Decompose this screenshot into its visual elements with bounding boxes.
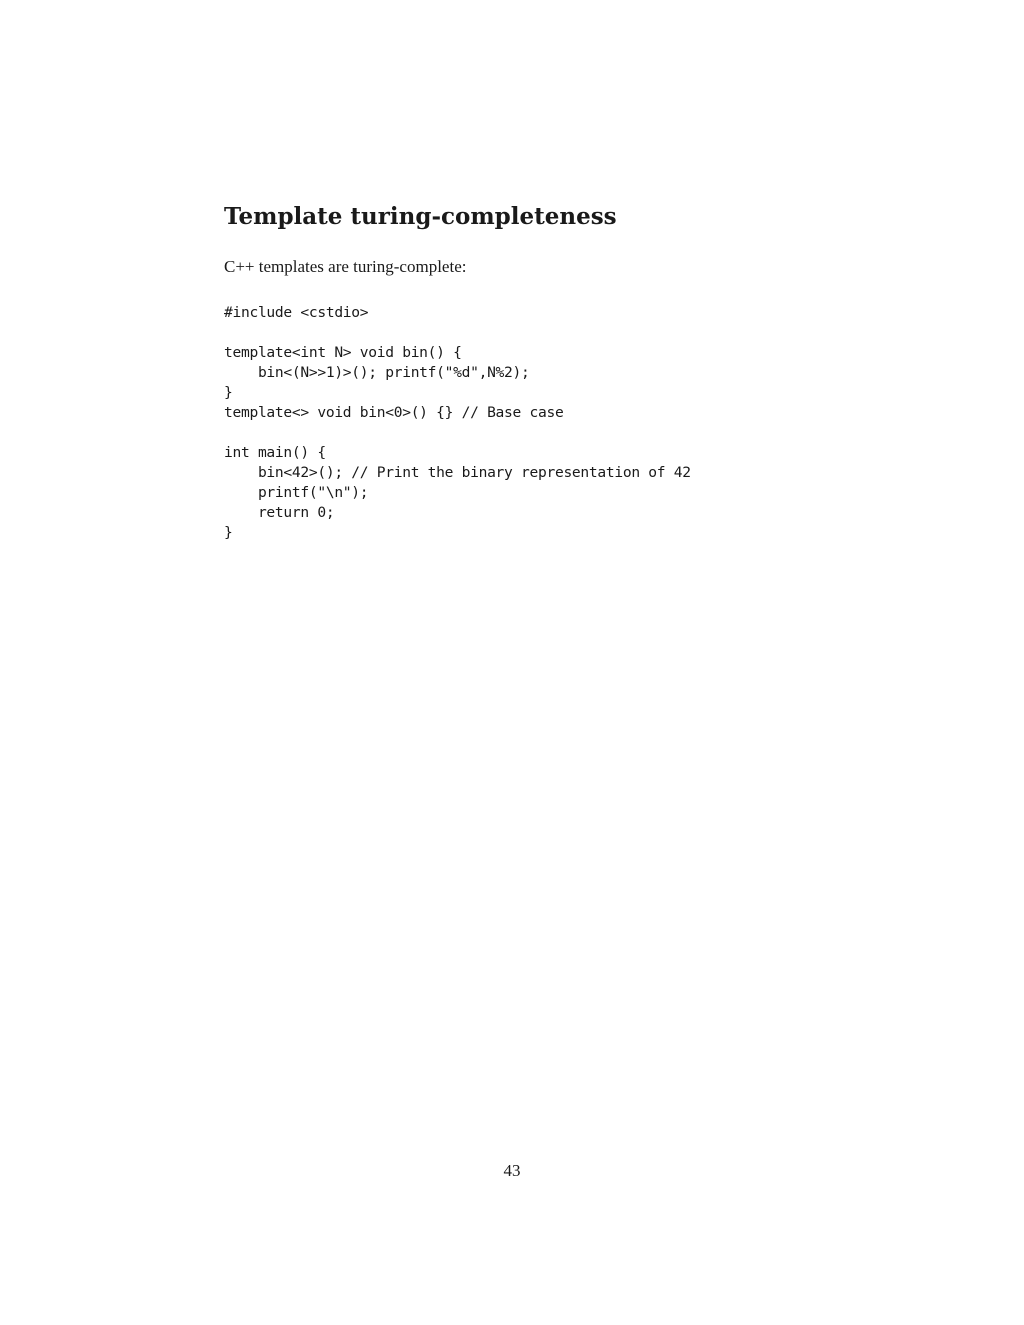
section-title: Template turing-completeness xyxy=(224,203,617,230)
code-line xyxy=(224,423,691,443)
code-line: template<> void bin<0>() {} // Base case xyxy=(224,404,564,421)
code-line: return 0; xyxy=(224,504,335,521)
code-block xyxy=(224,303,691,543)
code-line: bin<(N>>1)>(); printf("%d",N%2); xyxy=(224,364,530,381)
code-line: template<int N> void bin() { xyxy=(224,344,462,361)
code-line: } xyxy=(224,384,233,401)
code-line: printf("\n"); xyxy=(224,484,369,501)
intro-paragraph: C++ templates are turing-complete: xyxy=(224,257,467,276)
page-number: 43 xyxy=(503,1161,521,1180)
code-line xyxy=(224,323,691,343)
code-line: int main() { xyxy=(224,444,326,461)
code-line: #include <cstdio> xyxy=(224,304,369,321)
code-line: bin<42>(); // Print the binary representation of 42 xyxy=(224,464,691,481)
code-line: } xyxy=(224,524,233,541)
